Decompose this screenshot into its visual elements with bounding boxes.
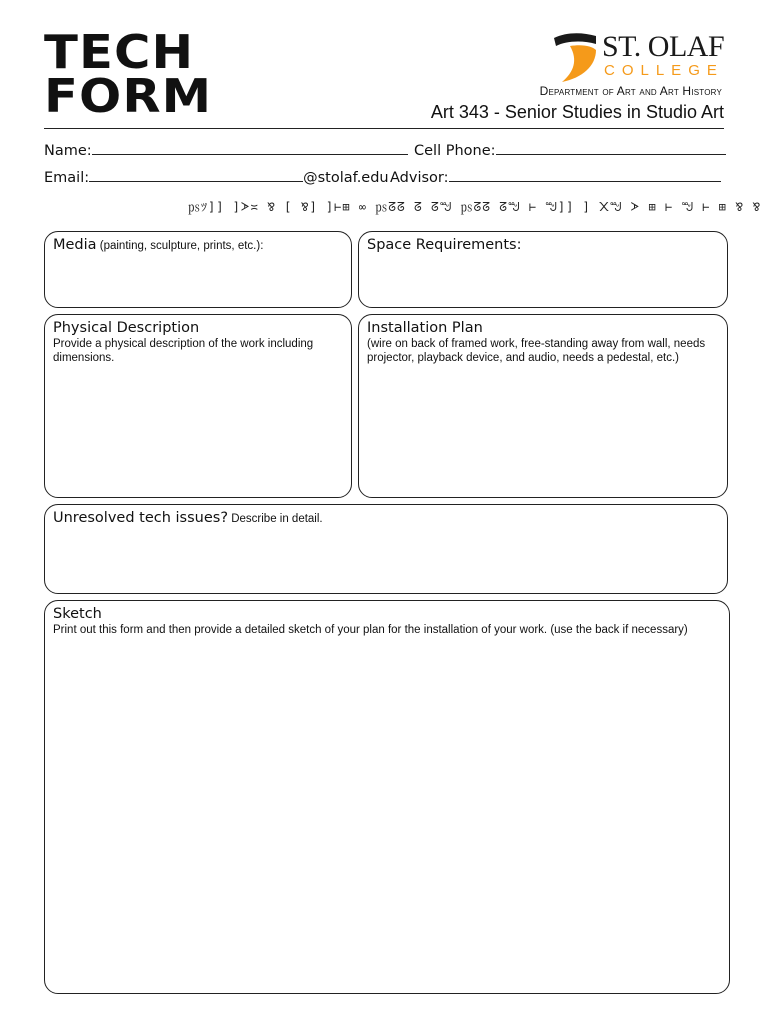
garbled-text-line: ㎰ﾂ]] ]ᗆ≍ ⅋ [ ⅋] ]⊢⊞ ∞ ㎰ᘔᘔ ᘔ ᘔᙳ ㎰ᘔᘔ ᘔᙳ ⊢ ᙳ]] ] ᙭ᙳ ᗆ ⊞ ⊢ ᙳ ⊢ ⊞ ⅋ ⅋	[188, 200, 762, 214]
space-requirements-box[interactable]	[358, 231, 728, 308]
installation-plan-title: Installation Plan	[367, 320, 483, 336]
unresolved-issues-title	[53, 510, 719, 526]
cell-phone-label: Cell Phone:	[414, 143, 496, 159]
physical-description-box[interactable]	[44, 314, 352, 498]
sketch-title: Sketch	[53, 606, 102, 622]
header-divider	[44, 128, 724, 129]
media-box[interactable]	[44, 231, 352, 308]
physical-description-hint: Provide a physical description of the work including dimensions.	[53, 338, 314, 364]
department-name: Department of Art and Art History	[539, 84, 722, 98]
installation-plan-hint: (wire on back of framed work, free-standing away from wall, needs projector, playback device, and audio, needs a pedestal, etc.)	[367, 338, 706, 364]
email-field[interactable]	[89, 167, 303, 182]
logo-text-main: ST. OLAF	[602, 30, 725, 63]
cell-phone-row	[414, 140, 726, 159]
installation-plan-box[interactable]	[358, 314, 728, 498]
advisor-label: Advisor:	[390, 170, 449, 186]
physical-description-title: Physical Description	[53, 320, 200, 336]
sketch-hint: Print out this form and then provide a detailed sketch of your plan for the installation of your work. (use the back if necessary)	[53, 624, 688, 636]
unresolved-issues-aside: Describe in detail.	[228, 513, 323, 525]
media-aside: (painting, sculpture, prints, etc.):	[96, 240, 264, 252]
email-row	[44, 167, 389, 186]
college-logo	[552, 30, 732, 86]
course-title: Art 343 - Senior Studies in Studio Art	[430, 102, 724, 122]
unresolved-issues-title-text: Unresolved tech issues?	[53, 510, 229, 526]
unresolved-issues-box[interactable]	[44, 504, 728, 594]
name-row	[44, 140, 408, 159]
sketch-box[interactable]	[44, 600, 730, 994]
logo-text-sub: COLLEGE	[604, 62, 724, 79]
logo-mark-icon	[552, 32, 598, 84]
form-title-line2: FORM	[44, 69, 213, 123]
media-title-text: Media	[53, 237, 97, 253]
name-label: Name:	[44, 143, 92, 159]
space-requirements-title: Space Requirements:	[367, 237, 522, 253]
name-field[interactable]	[92, 140, 408, 155]
advisor-row	[390, 167, 721, 186]
advisor-field[interactable]	[449, 167, 721, 182]
email-suffix: @stolaf.edu	[303, 170, 389, 186]
cell-phone-field[interactable]	[496, 140, 726, 155]
email-label: Email:	[44, 170, 90, 186]
form-title-line1: TECH	[44, 25, 195, 79]
media-title	[53, 237, 343, 253]
form-title	[44, 25, 213, 123]
